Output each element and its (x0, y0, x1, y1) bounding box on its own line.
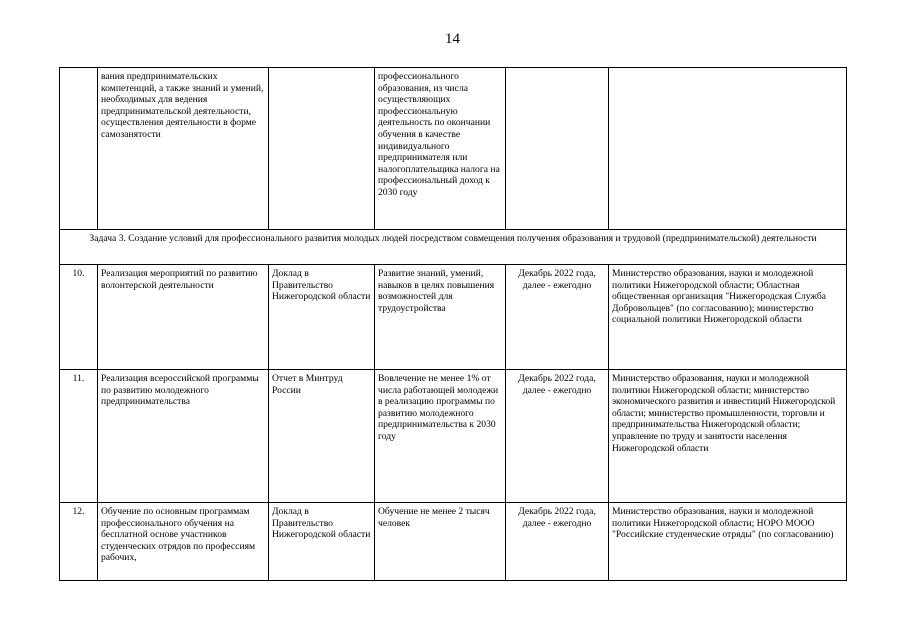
page-number: 14 (445, 31, 460, 47)
cell-event: Реализация всероссийской программы по развитию молодежного предпринимательства (98, 370, 269, 503)
table-row-continuation (60, 68, 847, 230)
cell-num: 10. (60, 265, 98, 370)
cell-term: Декабрь 2022 года, далее - ежегодно (506, 503, 609, 581)
cell-term: Декабрь 2022 года, далее - ежегодно (506, 370, 609, 503)
cell-executors: Министерство образования, науки и молодежной политики Нижегородской области; министерство экономического развития и инвестиций Нижегородской области; министерство промышленности, торговли и предпринимательства Нижегородской области; управление по труду и занятости населения Нижегородской области (609, 370, 847, 503)
cell-report: Отчет в Минтруд России (269, 370, 375, 503)
cell-result: Развитие знаний, умений, навыков в целях повышения возможностей для трудоустройства (375, 265, 506, 370)
table-row (60, 370, 847, 503)
cell-term (506, 68, 609, 230)
cell-result: Вовлечение не менее 1% от числа работающей молодежи в реализацию программы по развитию молодежного предпринимательства к 2030 году (375, 370, 506, 503)
cell-result: профессионального образования, из числа осуществляющих профессиональную деятельность по окончании обучения в качестве индивидуального предпринимателя или налогоплательщика налога на профессиональный доход к 2030 году (375, 68, 506, 230)
cell-executors (609, 68, 847, 230)
cell-executors: Министерство образования, науки и молодежной политики Нижегородской области; НОРО МООО "Российские студенческие отряды" (по согласованию) (609, 503, 847, 581)
cell-num: 12. (60, 503, 98, 581)
table-row (60, 503, 847, 581)
cell-report: Доклад в Правительство Нижегородской области (269, 503, 375, 581)
table-row (60, 265, 847, 370)
cell-num (60, 68, 98, 230)
cell-report: Доклад в Правительство Нижегородской области (269, 265, 375, 370)
cell-report (269, 68, 375, 230)
section-header-row (60, 230, 847, 265)
measures-table (59, 67, 847, 581)
cell-num: 11. (60, 370, 98, 503)
cell-term: Декабрь 2022 года, далее - ежегодно (506, 265, 609, 370)
section-title: Задача 3. Создание условий для профессионального развития молодых людей посредством совмещения получения образования и трудовой (предпринимательской) деятельности (60, 230, 847, 265)
cell-event: Обучение по основным программам профессионального обучения на бесплатной основе участников студенческих отрядов по профессиям рабочих, (98, 503, 269, 581)
cell-event: Реализация мероприятий по развитию волонтерской деятельности (98, 265, 269, 370)
cell-result: Обучение не менее 2 тысяч человек (375, 503, 506, 581)
cell-event: вания предпринимательских компетенций, а также знаний и умений, необходимых для ведения предпринимательской деятельности, осуществления деятельности в форме самозанятости (98, 68, 269, 230)
cell-executors: Министерство образования, науки и молодежной политики Нижегородской области; Областная общественная организация "Нижегородская Служба Добровольцев" (по согласованию); министерство социальной политики Нижегородской области (609, 265, 847, 370)
